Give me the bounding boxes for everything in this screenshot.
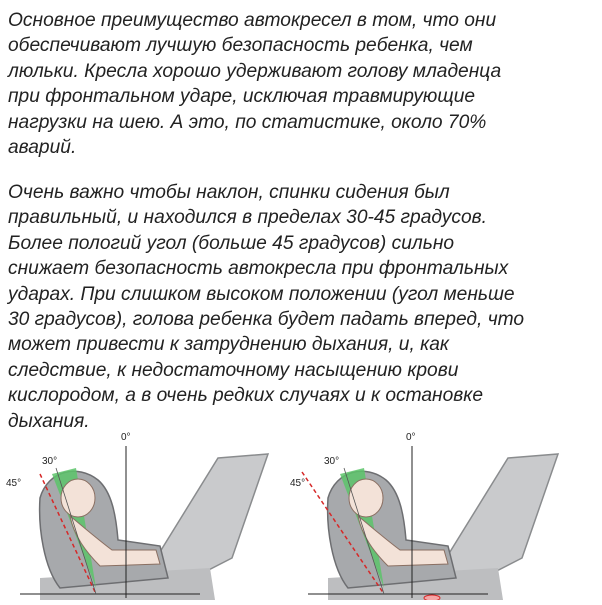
car-seat-illustration-right <box>284 428 584 600</box>
baby-head <box>61 479 95 517</box>
figure-incorrect-angle <box>0 428 300 600</box>
paragraph-recline-angle: Очень важно чтобы наклон, спинки сидения был правильный, и находился в пределах 30-45 градусов. Более пологий угол (больше 45 градусов) сильно снижает безопасность автокресла при фронтальных ударах. При слишком высоком положении (угол меньше 30 градусов), голова ребенка будет падать вперед, что может привести к затруднению дыхания, и, как следствие, к недостаточному насыщению крови кислородом, а в очень редких случаях и к остановке дыхания. <box>8 182 525 432</box>
label-0-deg: 0° <box>406 432 416 443</box>
label-0-deg: 0° <box>121 432 131 443</box>
label-30-deg: 30° <box>324 456 340 467</box>
label-45-deg: 45° <box>290 478 306 489</box>
label-30-deg: 30° <box>42 456 58 467</box>
car-seat-illustration-left <box>0 428 300 600</box>
figure-correct-angle <box>284 428 584 600</box>
paragraph-advantages: Основное преимущество автокресел в том, что они обеспечивают лучшую безопасность ребенка, чем люльки. Кресла хорошо удерживают голову младенца при фронтальном ударе, исключая травмирующие нагрузки на шею. А это, по статистике, около 70% аварий. <box>8 10 502 159</box>
impact-marker <box>424 595 440 600</box>
label-45-deg: 45° <box>6 478 22 489</box>
baby-head <box>349 479 383 517</box>
